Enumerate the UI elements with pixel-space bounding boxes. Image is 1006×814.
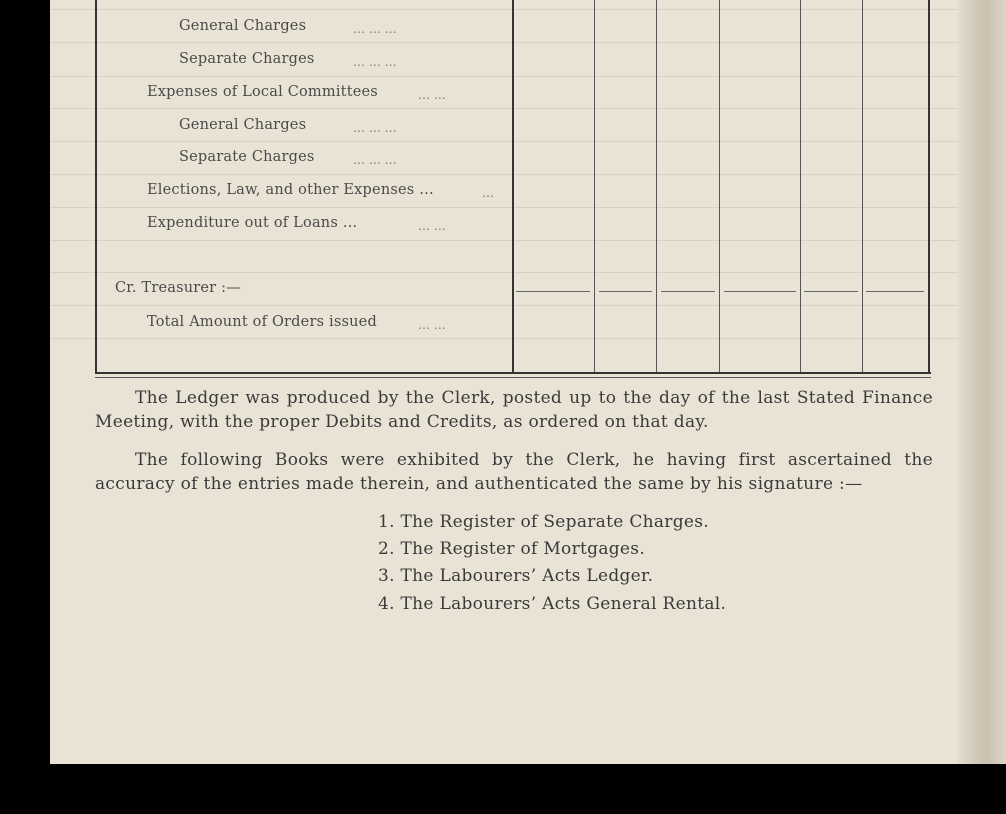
ledger-row-label: General Charges [179,117,307,133]
ledger-row-label: Cr. Treasurer :— [115,280,241,296]
ledger-row-dots: … … [418,219,446,233]
ledger-row-label: Expenditure out of Loans … [147,215,358,231]
paragraph-ledger-produced: The Ledger was produced by the Clerk, posted up to the day of the last Stated Finance Meeting, with the proper Debits and Credits, as ordered on that day. [95,388,933,432]
list-item: 2. The Register of Mortgages. [378,539,646,559]
table-bottom-rule [95,372,931,374]
ledger-row-label: Total Amount of Orders issued [147,314,377,330]
document-page [50,0,1006,764]
ledger-row-dots: … … … [353,153,397,167]
ledger-row-label: Separate Charges [179,51,315,67]
ledger-row-dots: … … [418,88,446,102]
ledger-row-dots: … [482,186,494,200]
ledger-row-label: General Charges [179,18,307,34]
list-item: 4. The Labourers’ Acts General Rental. [378,594,727,614]
book-spine-shadow [958,0,1006,764]
ledger-row-dots: … … … [353,121,397,135]
table-bottom-rule-thin [95,377,931,378]
ledger-row-dots: … … [418,318,446,332]
paragraph-books-exhibited: The following Books were exhibited by the Clerk, he having first ascertained the accuracy of the entries made therein, and authenticated the same by his signature :— [95,450,933,494]
ledger-row-label: Expenses of Local Committees [147,84,378,100]
list-item: 3. The Labourers’ Acts Ledger. [378,566,654,586]
ledger-table [95,0,930,374]
ledger-row-dots: … … … [353,55,397,69]
ledger-row-label: Separate Charges [179,149,315,165]
list-item: 1. The Register of Separate Charges. [378,512,710,532]
ledger-row-dots: … … … [353,22,397,36]
ledger-row-label: Elections, Law, and other Expenses … [147,182,434,198]
